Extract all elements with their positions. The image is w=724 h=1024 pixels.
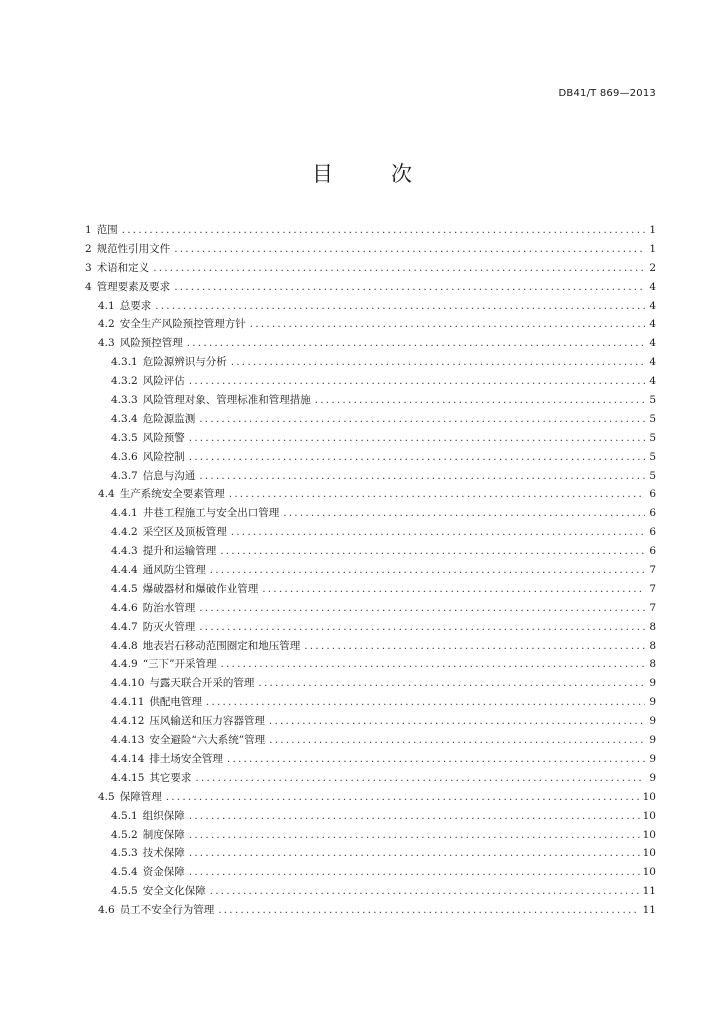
toc-dot-leader [269, 712, 645, 731]
toc-dot-leader [189, 863, 640, 882]
toc-entry[interactable] [85, 542, 656, 561]
toc-entry-number: 4.3.7 [111, 469, 138, 482]
toc-entry[interactable] [85, 788, 656, 807]
toc-entry[interactable] [85, 712, 656, 731]
toc-entry[interactable] [85, 807, 656, 826]
toc-entry[interactable] [85, 372, 656, 391]
page-title: 目次 [312, 162, 470, 186]
toc-entry-number: 4.4.13 [111, 734, 145, 747]
toc-entry-number: 4.5.2 [111, 828, 138, 841]
toc-entry-page: 10 [642, 790, 656, 803]
toc-entry-page: 6 [649, 545, 656, 558]
toc-entry-label: 提升和运输管理 [142, 545, 217, 558]
toc-entry-label: 地表岩石移动范围圈定和地压管理 [142, 639, 301, 652]
toc-entry[interactable] [85, 769, 656, 788]
toc-entry[interactable] [85, 334, 656, 353]
toc-entry-page: 5 [649, 469, 656, 482]
toc-entry-page: 4 [649, 299, 656, 312]
toc-dot-leader [206, 693, 645, 712]
toc-entry-number: 2 [85, 242, 92, 255]
toc-entry[interactable] [85, 504, 656, 523]
toc-dot-leader [210, 882, 640, 901]
toc-entry-number: 4.4.10 [111, 677, 145, 690]
toc-entry-label: 规范性引用文件 [96, 242, 171, 255]
toc-entry-page: 9 [649, 734, 656, 747]
toc-entry-page: 9 [649, 677, 656, 690]
toc-dot-leader [174, 240, 645, 259]
toc-entry[interactable] [85, 674, 656, 693]
toc-entry-page: 4 [649, 280, 656, 293]
toc-entry-page: 11 [642, 885, 656, 898]
toc-entry-page: 7 [649, 564, 656, 577]
toc-entry-label: 保障管理 [119, 790, 162, 803]
toc-entry-number: 4.5.1 [111, 809, 138, 822]
toc-entry-number: 4 [85, 280, 92, 293]
toc-dot-leader [220, 542, 645, 561]
toc-dot-leader [262, 580, 645, 599]
toc-entry-page: 9 [649, 752, 656, 765]
toc-entry-label: 管理要素及要求 [96, 280, 171, 293]
toc-dot-leader [195, 769, 645, 788]
toc-entry-label: 技术保障 [142, 847, 185, 860]
toc-entry-number: 4.4.15 [111, 771, 145, 784]
toc-entry-page: 5 [649, 450, 656, 463]
toc-entry-label: 安全生产风险预控管理方针 [119, 318, 246, 331]
toc-entry-label: 防灭火管理 [142, 620, 196, 633]
toc-dot-leader [199, 467, 645, 486]
toc-entry-label: 风险评估 [142, 375, 185, 388]
toc-dot-leader [189, 448, 645, 467]
toc-dot-leader [229, 485, 645, 504]
toc-entry-page: 8 [649, 620, 656, 633]
toc-entry[interactable] [85, 297, 656, 316]
toc-entry-number: 1 [85, 224, 92, 236]
toc-entry[interactable] [85, 429, 656, 448]
toc-dot-leader [189, 807, 640, 826]
toc-entry[interactable] [85, 731, 656, 750]
toc-entry-label: 与露天联合开采的管理 [149, 677, 255, 690]
toc-entry-label: 井巷工程施工与安全出口管理 [142, 507, 280, 520]
toc-entry-label: 安全文化保障 [142, 885, 206, 898]
toc-entry-label: 制度保障 [142, 828, 185, 841]
toc-entry[interactable] [85, 750, 656, 769]
toc-entry[interactable] [85, 580, 656, 599]
toc-entry-number: 4.5.3 [111, 847, 138, 860]
toc-entry-number: 4.4.11 [111, 696, 145, 709]
toc-entry-number: 4.5.5 [111, 885, 138, 898]
toc-entry-page: 10 [642, 809, 656, 822]
toc-dot-leader [122, 221, 645, 240]
toc-entry-page: 4 [649, 375, 656, 388]
toc-entry-number: 4.4.5 [111, 582, 138, 595]
toc-entry-page: 9 [649, 771, 656, 784]
toc-dot-leader [283, 504, 645, 523]
toc-entry[interactable] [85, 693, 656, 712]
toc-entry-number: 3 [85, 261, 92, 274]
toc-entry-number: 4.4.12 [111, 715, 145, 728]
toc-entry-page: 10 [642, 866, 656, 879]
toc-entry[interactable] [85, 315, 656, 334]
toc-dot-leader [189, 844, 640, 863]
toc-entry-page: 9 [649, 715, 656, 728]
toc-entry-page: 4 [649, 356, 656, 369]
toc-entry-page: 11 [642, 904, 656, 917]
toc-entry-page: 4 [649, 337, 656, 350]
toc-entry-number: 4.4.14 [111, 752, 145, 765]
toc-dot-leader [218, 901, 639, 920]
toc-entry[interactable] [85, 637, 656, 656]
toc-dot-leader [250, 315, 645, 334]
toc-entry-page: 6 [649, 526, 656, 539]
toc-dot-leader [231, 353, 645, 372]
toc-entry-number: 4.3.1 [111, 356, 138, 369]
toc-dot-leader [199, 410, 645, 429]
toc-entry-number: 4.4 [98, 488, 115, 501]
toc-entry-page: 6 [649, 488, 656, 501]
toc-entry-number: 4.2 [98, 318, 115, 331]
toc-entry-number: 4.6 [98, 904, 115, 917]
toc-entry-label: 采空区及顶板管理 [142, 526, 227, 539]
toc-entry[interactable] [85, 221, 656, 240]
toc-entry-label: 通风防尘管理 [142, 564, 206, 577]
toc-entry[interactable] [85, 863, 656, 882]
toc-entry[interactable] [85, 655, 656, 674]
toc-entry[interactable] [85, 599, 656, 618]
toc-entry-page: 10 [642, 828, 656, 841]
toc-entry-page: 1 [649, 242, 656, 255]
toc-entry-page: 5 [649, 394, 656, 407]
toc-entry-page: 5 [649, 431, 656, 444]
toc-dot-leader [189, 372, 645, 391]
toc-entry[interactable] [85, 278, 656, 297]
toc-dot-leader [231, 523, 645, 542]
toc-dot-leader [304, 637, 645, 656]
toc-entry[interactable] [85, 391, 656, 410]
toc-entry-label: 资金保障 [142, 866, 185, 879]
toc-entry-number: 4.4.4 [111, 564, 138, 577]
toc-entry-page: 4 [649, 318, 656, 331]
toc-entry-page: 8 [649, 658, 656, 671]
toc-entry-page: 1 [649, 224, 656, 236]
toc-entry-number: 4.3.4 [111, 412, 138, 425]
toc-entry[interactable] [85, 901, 656, 920]
toc-entry-label: 排土场安全管理 [149, 752, 223, 765]
toc-entry-label: 生产系统安全要素管理 [119, 488, 225, 501]
toc-dot-leader [174, 278, 645, 297]
toc-dot-leader [155, 297, 645, 316]
toc-entry-number: 4.4.3 [111, 545, 138, 558]
toc-entry-page: 9 [649, 696, 656, 709]
toc-dot-leader [227, 750, 645, 769]
toc-entry[interactable] [85, 485, 656, 504]
toc-entry[interactable] [85, 826, 656, 845]
toc-entry-page: 8 [649, 639, 656, 652]
toc-entry-number: 4.4.7 [111, 620, 138, 633]
toc-entry[interactable] [85, 448, 656, 467]
toc-entry-page: 7 [649, 601, 656, 614]
toc-entry-label: 供配电管理 [149, 696, 202, 709]
toc-entry-label: 危险源监测 [142, 412, 196, 425]
toc-entry-page: 6 [649, 507, 656, 520]
toc-entry-number: 4.3.2 [111, 375, 138, 388]
toc-entry[interactable] [85, 561, 656, 580]
toc-entry-label: 危险源辨识与分析 [142, 356, 227, 369]
toc-entry-label: 风险控制 [142, 450, 185, 463]
toc-dot-leader [187, 334, 645, 353]
toc-entry-label: 信息与沟通 [142, 469, 196, 482]
toc-entry[interactable] [85, 353, 656, 372]
toc-entry-number: 4.4.1 [111, 507, 138, 520]
toc-entry[interactable] [85, 844, 656, 863]
toc-entry-label: 员工不安全行为管理 [119, 904, 215, 917]
toc-entry-number: 4.5 [98, 790, 115, 803]
toc-entry-page: 5 [649, 412, 656, 425]
toc-entry[interactable] [85, 523, 656, 542]
toc-entry-label: 组织保障 [142, 809, 185, 822]
toc-dot-leader [258, 674, 645, 693]
toc-dot-leader [199, 618, 645, 637]
toc-entry-label: 防治水管理 [142, 601, 196, 614]
toc-entry-number: 4.4.2 [111, 526, 138, 539]
toc-entry-number: 4.4.9 [111, 658, 138, 671]
toc-entry-number: 4.4.6 [111, 601, 138, 614]
toc-dot-leader [210, 561, 645, 580]
toc-dot-leader [315, 391, 645, 410]
toc-dot-leader [166, 788, 640, 807]
document-code: DB41/T 869—2013 [558, 88, 656, 99]
toc-entry[interactable] [85, 240, 656, 259]
toc-entry-label: 风险预警 [142, 431, 185, 444]
toc-entry-number: 4.5.4 [111, 866, 138, 879]
toc-entry-label: 范围 [96, 224, 118, 236]
toc-entry-label: 术语和定义 [96, 261, 150, 274]
toc-entry[interactable] [85, 259, 656, 278]
table-of-contents [85, 221, 656, 920]
toc-entry-number: 4.4.8 [111, 639, 138, 652]
toc-entry-label: 安全避险“六大系统”管理 [149, 734, 266, 747]
toc-entry[interactable] [85, 410, 656, 429]
toc-entry-label: 爆破器材和爆破作业管理 [142, 582, 259, 595]
toc-entry-label: 总要求 [119, 299, 152, 312]
toc-dot-leader [153, 259, 645, 278]
toc-entry-number: 4.3 [98, 337, 115, 350]
toc-dot-leader [189, 826, 640, 845]
toc-entry[interactable] [85, 467, 656, 486]
toc-entry-label: 压风输送和压力容器管理 [149, 715, 265, 728]
toc-entry-label: “三下”开采管理 [142, 658, 217, 671]
toc-entry-number: 4.1 [98, 299, 115, 312]
toc-entry[interactable] [85, 882, 656, 901]
toc-entry-page: 2 [649, 261, 656, 274]
toc-entry-number: 4.3.5 [111, 431, 138, 444]
toc-entry[interactable] [85, 618, 656, 637]
toc-dot-leader [220, 655, 645, 674]
toc-entry-number: 4.3.6 [111, 450, 138, 463]
toc-entry-page: 7 [649, 582, 656, 595]
toc-entry-page: 10 [642, 847, 656, 860]
toc-dot-leader [199, 599, 645, 618]
toc-dot-leader [189, 429, 645, 448]
toc-entry-label: 风险管理对象、管理标准和管理措施 [142, 394, 311, 407]
toc-entry-label: 其它要求 [149, 771, 192, 784]
toc-dot-leader [269, 731, 645, 750]
toc-entry-number: 4.3.3 [111, 394, 138, 407]
toc-entry-label: 风险预控管理 [119, 337, 183, 350]
